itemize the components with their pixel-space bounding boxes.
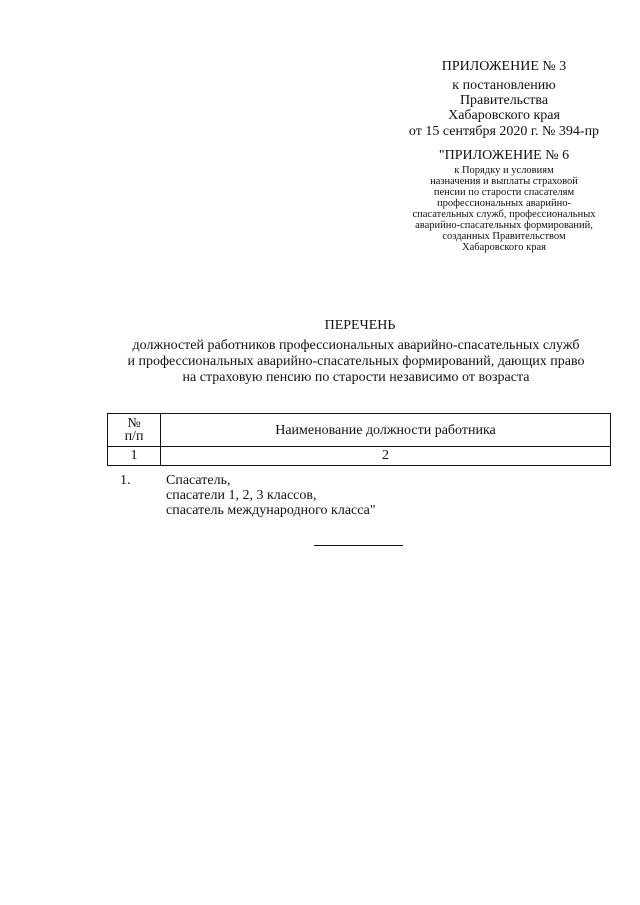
inner-appendix-line: к Порядку и условиям xyxy=(454,165,554,176)
table-header-row xyxy=(108,414,611,447)
inner-appendix-line: назначения и выплаты страховой xyxy=(430,176,578,187)
inner-appendix-line: созданных Правительством xyxy=(442,231,566,242)
column-index-1: 1 xyxy=(108,447,161,466)
row-position-text xyxy=(166,473,376,518)
inner-appendix-line: профессиональных аварийно- xyxy=(437,198,571,209)
inner-appendix-text xyxy=(396,165,612,253)
inner-appendix-line: Хабаровского края xyxy=(462,242,546,253)
appendix-resolution-line: Хабаровского края xyxy=(448,108,560,123)
table-index-row xyxy=(108,447,611,466)
inner-appendix-line: спасательных служб, профессиональных xyxy=(412,209,596,220)
subtitle-line: на страховую пенсию по старости независимо от возраста xyxy=(182,370,530,385)
header-number-abbr: п/п xyxy=(124,429,144,444)
appendix-resolution-ref xyxy=(396,78,612,123)
inner-appendix-line: аварийно-спасательных формирований, xyxy=(415,220,593,231)
appendix-resolution-line: к постановлению xyxy=(452,78,556,93)
header-number-sign: № xyxy=(127,416,141,431)
row-position-line: спасатели 1, 2, 3 классов, xyxy=(166,488,317,503)
document-title: ПЕРЕЧЕНЬ xyxy=(324,318,396,333)
inner-appendix-title: "ПРИЛОЖЕНИЕ № 6 xyxy=(438,148,570,163)
column-index-2: 2 xyxy=(161,447,611,466)
subtitle-line: должностей работников профессиональных аварийно-спасательных служб xyxy=(132,338,580,353)
appendix-date-number: от 15 сентября 2020 г. № 394-пр xyxy=(408,124,600,139)
row-position-line: Спасатель, xyxy=(166,473,231,488)
subtitle-line: и профессиональных аварийно-спасательных формирований, дающих право xyxy=(127,354,585,369)
document-subtitle xyxy=(56,338,640,386)
appendix-title: ПРИЛОЖЕНИЕ № 3 xyxy=(441,59,567,74)
appendix-resolution-line: Правительства xyxy=(459,93,549,108)
row-number: 1. xyxy=(120,473,131,488)
inner-appendix-line: пенсии по старости спасателям xyxy=(433,187,575,198)
closing-rule xyxy=(314,545,403,546)
positions-table xyxy=(107,413,611,466)
row-position-line: спасатель международного класса" xyxy=(166,503,376,518)
header-number-cell xyxy=(108,414,161,447)
header-name-cell: Наименование должности работника xyxy=(161,414,611,447)
